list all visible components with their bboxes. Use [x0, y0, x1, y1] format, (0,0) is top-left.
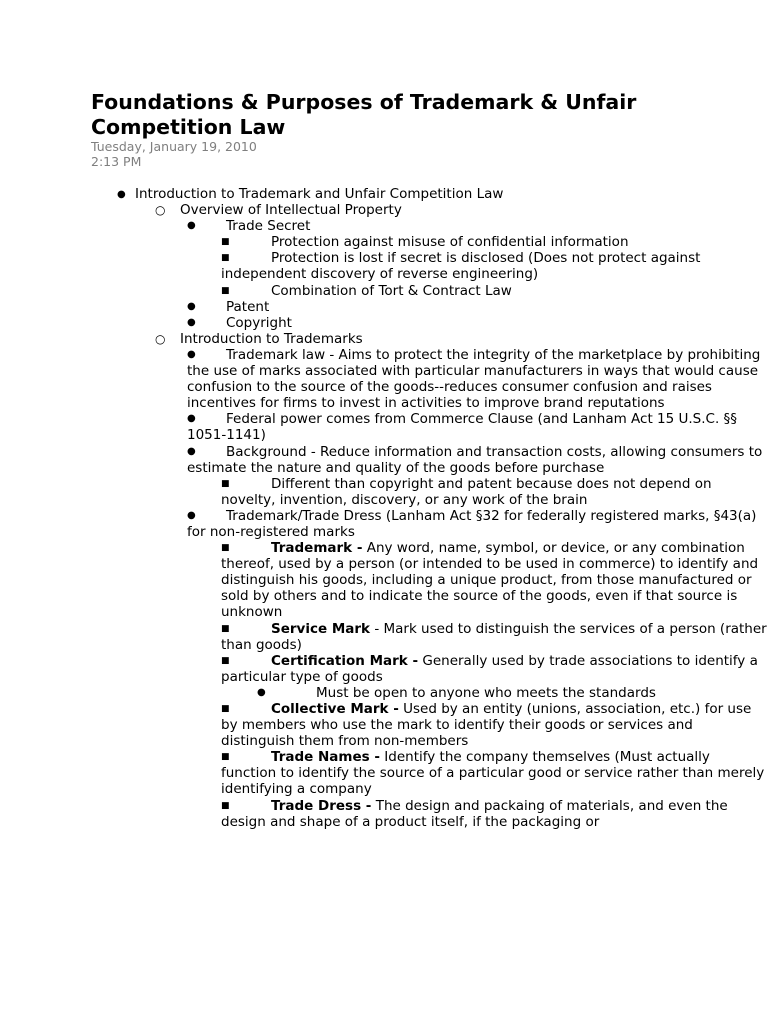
bullet-circle-icon: ○ [155, 331, 166, 346]
outline-item: ■ Trade Names - Identify the company themselves (Must actually function to identify the source of a particular good or service rather than merely identifying a company [221, 749, 765, 798]
outline-item: ● Must be open to anyone who meets the standards [0, 685, 768, 701]
bullet-disc-icon: ● [117, 189, 126, 200]
outline-item: ○ Overview of Intellectual Property [155, 202, 402, 219]
bullet-disc-icon: ● [187, 220, 196, 232]
bullet-square-icon: ■ [221, 704, 230, 714]
bullet-square-icon: ■ [221, 800, 230, 811]
bullet-disc-icon: ● [187, 300, 196, 312]
definition-term: Trademark - [271, 540, 363, 557]
bullet-square-icon: ■ [221, 253, 230, 264]
bullet-disc-icon: ● [187, 509, 196, 521]
outline-item: ■ Different than copyright and patent because does not depend on novelty, invention, discovery, or any work of the brain [221, 475, 712, 508]
bullet-disc-icon: ● [187, 316, 196, 328]
outline-item: ■ Trade Dress - The design and packaing of materials, and even the design and shape of a product itself, if the packaging or [221, 797, 728, 830]
bullet-square-icon: ■ [221, 655, 230, 666]
outline-item: ● Patent [187, 298, 270, 315]
definition-term: Service Mark [271, 620, 371, 637]
outline-item: ○ Introduction to Trademarks [155, 330, 363, 347]
note-time: 2:13 PM [91, 154, 142, 169]
outline-item: ● Background - Reduce information and transaction costs, allowing consumers to estimate the nature and quality of the goods before purchase [187, 443, 763, 476]
outline-item: ● Introduction to Trademark and Unfair Competition Law [117, 186, 504, 202]
outline-item: ■ Service Mark - Mark used to distinguish the services of a person (rather than goods) [221, 620, 767, 653]
note-date: Tuesday, January 19, 2010 [91, 139, 257, 154]
outline-item: ■ Combination of Tort & Contract Law [221, 282, 512, 299]
bullet-disc-icon: ● [187, 348, 196, 360]
bullet-square-icon: ■ [221, 237, 230, 248]
outline [0, 186, 768, 830]
bullet-disc-icon: ● [257, 686, 266, 698]
bullet-square-icon: ■ [221, 285, 230, 296]
outline-item: ■ Trademark - Any word, name, symbol, or device, or any combination thereof, used by a person (or intended to be used in commerce) to identify and distinguish his goods, including a unique product, from those manufactured or sold by others and to indicate the source of the goods, even if that source is unknown [221, 540, 759, 621]
page-title: Foundations & Purposes of Trademark & Unfair Competition Law [91, 90, 637, 139]
definition-term: Collective Mark - [271, 701, 399, 717]
outline-item: ■ Certification Mark - Generally used by trade associations to identify a particular type of goods [221, 652, 758, 685]
bullet-circle-icon: ○ [155, 203, 166, 218]
bullet-square-icon: ■ [221, 752, 230, 763]
bullet-square-icon: ■ [221, 543, 230, 554]
definition-term: Trade Dress - [271, 797, 372, 814]
bullet-disc-icon: ● [187, 413, 196, 425]
definition-term: Certification Mark - [271, 652, 419, 669]
bullet-disc-icon: ● [187, 445, 196, 457]
outline-item: ● Copyright [187, 314, 292, 331]
definition-term: Trade Names - [271, 749, 380, 766]
bullet-square-icon: ■ [221, 478, 230, 489]
outline-item: ● Federal power comes from Commerce Clause (and Lanham Act 15 U.S.C. §§ 1051-1141) [187, 411, 738, 444]
outline-item: ● Trademark law - Aims to protect the integrity of the marketplace by prohibiting the use of marks associated with particular manufacturers in ways that would cause confusion to the source of the goods--reduces consumer confusion and raises incentives for firms to invest in activities to improve brand reputations [187, 346, 761, 412]
outline-item: ● Trade Secret [187, 218, 311, 235]
bullet-square-icon: ■ [221, 623, 230, 634]
outline-item: ■ Collective Mark - Used by an entity (unions, association, etc.) for use by members who use the mark to identify their goods or services and distinguish them from non-members [221, 701, 752, 750]
outline-item: ● Trademark/Trade Dress (Lanham Act §32 for federally registered marks, §43(a) for non-registered marks [187, 507, 757, 540]
outline-item: ■ Protection against misuse of confidential information [221, 234, 629, 251]
outline-item: ■ Protection is lost if secret is disclosed (Does not protect against independent discovery of reverse engineering) [221, 250, 701, 283]
